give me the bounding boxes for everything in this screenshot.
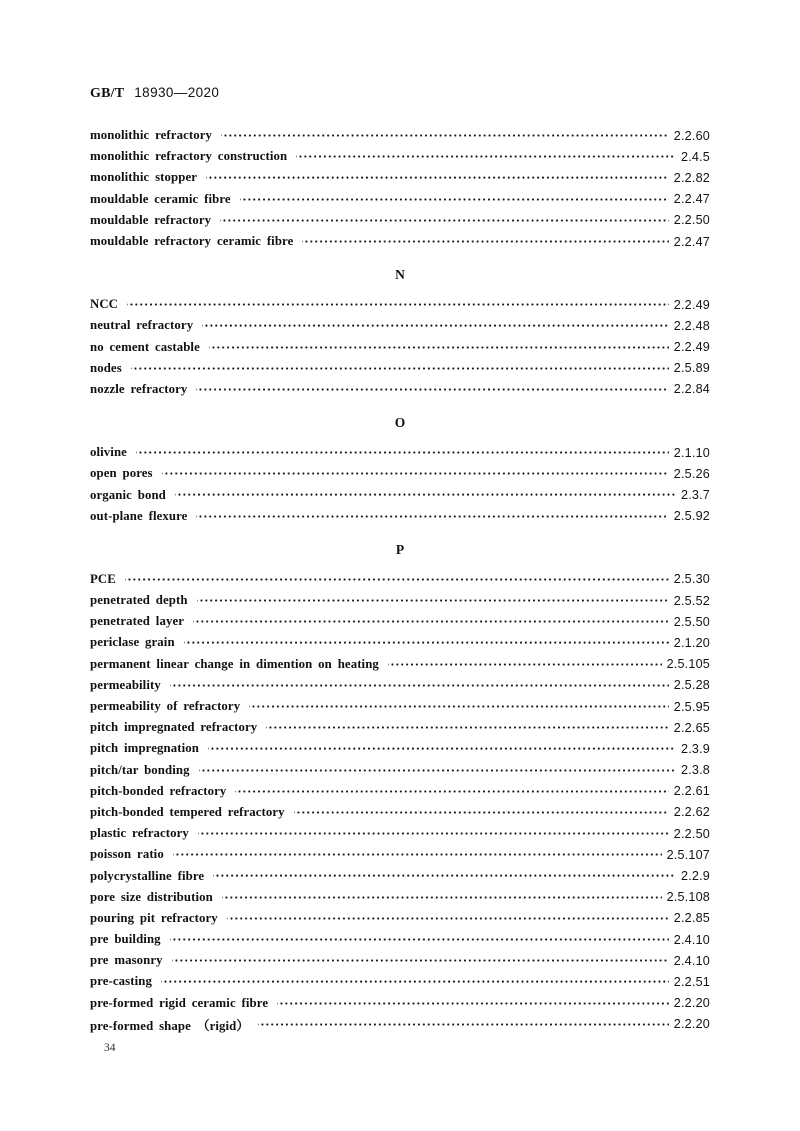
index-ref: 2.2.20 [673,996,710,1011]
index-term: nozzle refractory [90,381,188,396]
index-ref: 2.2.50 [673,826,710,841]
index-term: pouring pit refractory [90,910,218,925]
dot-leader [213,865,676,886]
index-term: plastic refractory [90,826,189,841]
dot-leader [235,781,668,802]
dot-leader [249,696,669,717]
index-term: pre-casting [90,974,152,989]
index-ref: 2.2.84 [673,382,710,397]
index-ref: 2.5.26 [673,466,710,481]
index-ref: 2.4.10 [673,932,710,947]
index-entry [90,993,710,1014]
index-entry [90,231,710,252]
dot-leader [184,632,669,653]
index-term: organic bond [90,487,166,502]
index-entry [90,379,710,400]
dot-leader [296,146,676,167]
index-term: pre building [90,932,161,947]
index-term: pitch/tar bonding [90,762,190,777]
document-header [90,84,710,102]
index-ref: 2.2.62 [673,805,710,820]
index-entry [90,569,710,590]
index-entry [90,865,710,886]
index-term: out-plane flexure [90,508,188,523]
index-entry [90,887,710,908]
dot-leader [302,231,668,252]
index-term: poisson ratio [90,847,164,862]
index-entry [90,358,710,379]
index-entry [90,950,710,971]
index-term: monolithic stopper [90,170,198,185]
dot-leader [222,887,662,908]
index-ref: 2.2.82 [673,170,710,185]
index-ref: 2.3.9 [680,741,710,756]
index-entry [90,167,710,188]
dot-leader [388,654,662,675]
dot-leader [206,167,669,188]
dot-leader [170,929,669,950]
index-term: penetrated layer [90,614,185,629]
index-term: olivine [90,445,127,460]
dot-leader [196,506,668,527]
index-term: neutral refractory [90,318,194,333]
index-ref: 2.2.49 [673,297,710,312]
index-ref: 2.3.8 [680,763,710,778]
index-term: pitch-bonded tempered refractory [90,804,285,819]
standard-label: GB/T [90,86,125,101]
index-entry [90,146,710,167]
index-entry [90,590,710,611]
dot-leader [172,950,669,971]
index-ref: 2.2.9 [680,869,710,884]
index-term: monolithic refractory construction [90,149,288,164]
index-ref: 2.1.10 [673,445,710,460]
dot-leader [175,484,676,505]
dot-leader [127,294,669,315]
page-number: 34 [104,1041,116,1054]
index-ref: 2.2.51 [673,974,710,989]
index-entry [90,506,710,527]
index-entry [90,802,710,823]
dot-leader [266,717,669,738]
index-term: no cement castable [90,339,200,354]
index-ref: 2.2.85 [673,911,710,926]
index-ref: 2.2.50 [673,213,710,228]
index-entry [90,675,710,696]
index-list [90,125,710,1035]
index-ref: 2.1.20 [673,635,710,650]
index-term: pitch-bonded refractory [90,783,227,798]
dot-leader [221,125,669,146]
index-entry [90,696,710,717]
index-entry [90,210,710,231]
index-term: monolithic refractory [90,128,212,143]
dot-leader [227,908,669,929]
index-ref: 2.5.108 [666,890,710,905]
index-term: nodes [90,360,122,375]
index-term: permanent linear change in dimention on heating [90,656,379,671]
index-entry [90,823,710,844]
section-letter-O: O [394,415,406,431]
index-ref: 2.2.60 [673,128,710,143]
dot-leader [202,315,669,336]
index-term: penetrated depth [90,593,188,608]
index-entry [90,971,710,992]
section-letter-N: N [395,267,405,283]
index-term: open pores [90,466,153,481]
index-entry [90,908,710,929]
dot-leader [208,738,676,759]
index-term: permeability [90,677,161,692]
index-ref: 2.2.47 [673,192,710,207]
dot-leader [162,463,669,484]
index-entry [90,929,710,950]
index-term: mouldable ceramic fibre [90,191,231,206]
dot-leader [258,1014,668,1035]
index-entry [90,844,710,865]
index-ref: 2.4.10 [673,953,710,968]
index-ref: 2.5.30 [673,572,710,587]
index-ref: 2.5.95 [673,699,710,714]
index-ref: 2.5.89 [673,361,710,376]
index-entry [90,654,710,675]
index-entry [90,760,710,781]
dot-leader [161,971,669,992]
index-term: permeability of refractory [90,699,241,714]
index-ref: 2.2.65 [673,720,710,735]
index-term: pore size distribution [90,889,213,904]
index-ref: 2.5.52 [673,593,710,608]
index-term: pre-formed rigid ceramic fibre [90,995,269,1010]
index-term: mouldable refractory [90,212,212,227]
section-letter-P: P [395,541,405,557]
index-entry [90,315,710,336]
index-entry [90,611,710,632]
dot-leader [220,210,669,231]
index-term: NCC [90,297,119,312]
index-ref: 2.5.105 [666,657,710,672]
dot-leader [209,337,669,358]
index-ref: 2.5.50 [673,614,710,629]
index-entry [90,484,710,505]
dot-leader [193,611,669,632]
index-entry [90,1014,710,1035]
index-entry [90,189,710,210]
dot-leader [294,802,669,823]
index-term: pre-formed shape （rigid） [90,1018,250,1033]
dot-leader [196,379,668,400]
index-entry [90,781,710,802]
index-entry [90,442,710,463]
dot-leader [136,442,669,463]
index-term: mouldable refractory ceramic fibre [90,234,294,249]
index-entry [90,463,710,484]
index-entry [90,632,710,653]
index-ref: 2.2.47 [673,234,710,249]
dot-leader [173,844,662,865]
index-term: polycrystalline fibre [90,868,205,883]
index-entry [90,717,710,738]
index-entry [90,738,710,759]
index-ref: 2.2.48 [673,318,710,333]
dot-leader [131,358,669,379]
standard-number: 18930—2020 [134,85,220,100]
index-ref: 2.5.107 [666,847,710,862]
index-entry [90,337,710,358]
index-entry [90,294,710,315]
dot-leader [198,823,669,844]
index-ref: 2.2.49 [673,340,710,355]
index-entry [90,125,710,146]
dot-leader [240,189,669,210]
dot-leader [170,675,669,696]
dot-leader [199,760,676,781]
index-ref: 2.2.20 [673,1017,710,1032]
dot-leader [125,569,669,590]
index-ref: 2.2.61 [673,784,710,799]
index-ref: 2.5.92 [673,509,710,524]
index-ref: 2.4.5 [680,149,710,164]
dot-leader [197,590,669,611]
index-term: pre masonry [90,953,163,968]
index-term: pitch impregnated refractory [90,720,258,735]
dot-leader [277,993,669,1014]
index-term: periclase grain [90,635,175,650]
index-term: pitch impregnation [90,741,199,756]
index-ref: 2.3.7 [680,488,710,503]
index-term: PCE [90,571,116,586]
index-ref: 2.5.28 [673,678,710,693]
